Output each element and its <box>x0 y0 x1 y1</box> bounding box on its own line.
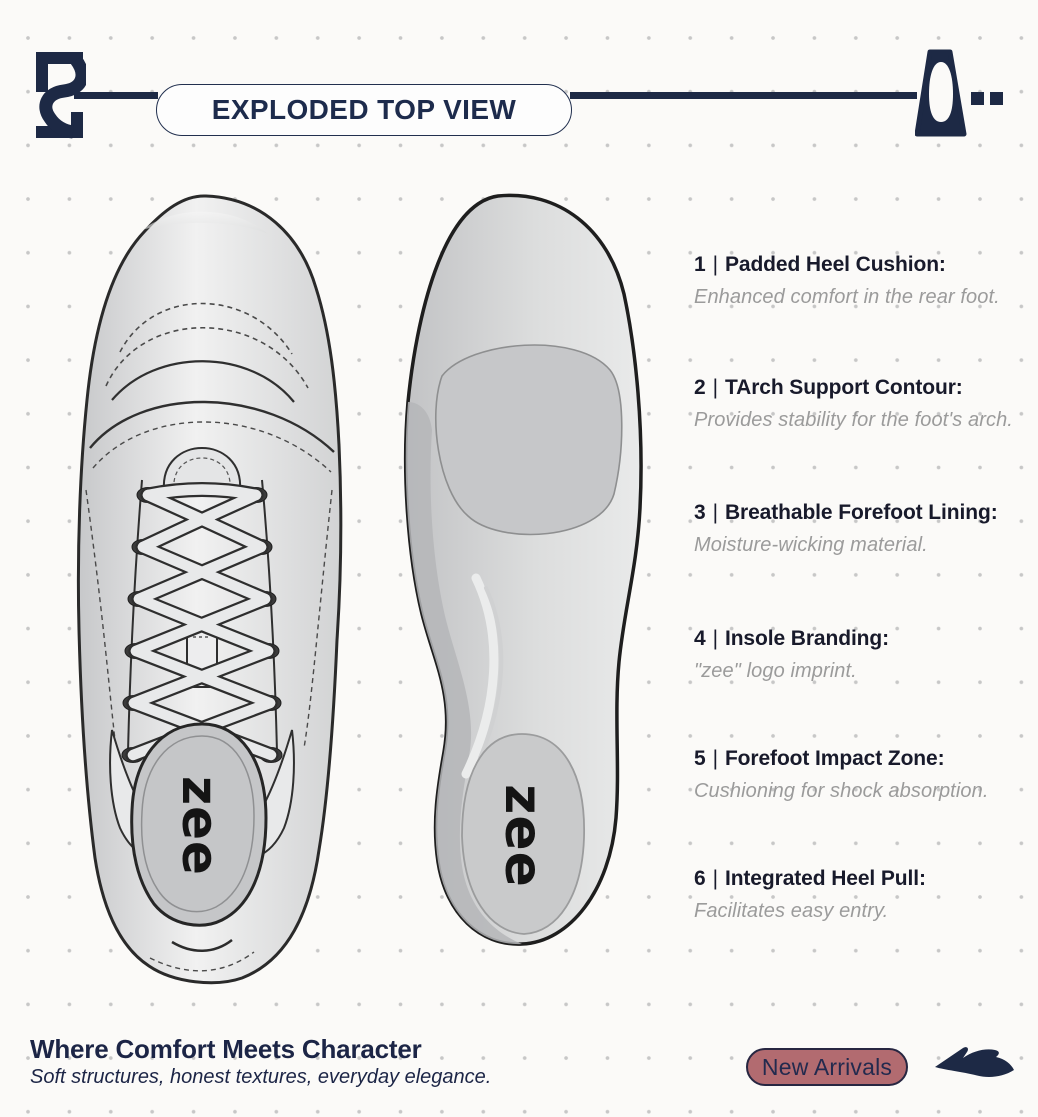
shoe-last-icon <box>915 48 1003 140</box>
callout-title: 5 | Forefoot Impact Zone: <box>694 747 945 770</box>
callout-desc: Enhanced comfort in the rear foot. <box>694 286 1000 308</box>
header-connector-right <box>570 92 917 99</box>
new-arrivals-label: New Arrivals <box>761 1053 893 1080</box>
callout-item-4 <box>694 626 1020 686</box>
callout-item-6 <box>694 866 1020 926</box>
header-connector-left <box>74 92 158 99</box>
callout-title: 2 | TArch Support Contour: <box>694 376 963 399</box>
callout-title: 4 | Insole Branding: <box>694 627 890 650</box>
new-arrivals-badge[interactable] <box>746 1048 908 1086</box>
footer-subline: Soft structures, honest textures, everyday elegance. <box>30 1066 492 1088</box>
insole-top-view-illustration <box>372 190 664 962</box>
callout-item-3 <box>694 500 1020 560</box>
title-pill <box>156 84 572 136</box>
insole-brand-imprint: zee <box>493 784 553 888</box>
shoe-brand-imprint: zee <box>171 776 229 876</box>
callout-item-2 <box>694 375 1020 435</box>
callout-item-5 <box>694 746 1020 806</box>
zee-swoosh-logo-icon <box>933 1042 1017 1084</box>
callout-desc: "zee" logo imprint. <box>694 660 857 682</box>
callout-item-1 <box>694 252 1020 312</box>
callout-title: 6 | Integrated Heel Pull: <box>694 867 926 890</box>
callout-title: 3 | Breathable Forefoot Lining: <box>694 501 998 524</box>
sneaker-top-view-illustration <box>46 190 358 992</box>
callout-title: 1 | Padded Heel Cushion: <box>694 253 946 276</box>
callout-desc: Facilitates easy entry. <box>694 900 889 922</box>
insole-forefoot-pad <box>436 345 622 534</box>
page-title: EXPLODED TOP VIEW <box>211 94 517 125</box>
callout-desc: Moisture-wicking material. <box>694 534 928 556</box>
callout-desc: Cushioning for shock absorption. <box>694 780 989 802</box>
footer-headline: Where Comfort Meets Character <box>30 1034 422 1064</box>
callout-desc: Provides stability for the foot's arch. <box>694 409 1013 431</box>
